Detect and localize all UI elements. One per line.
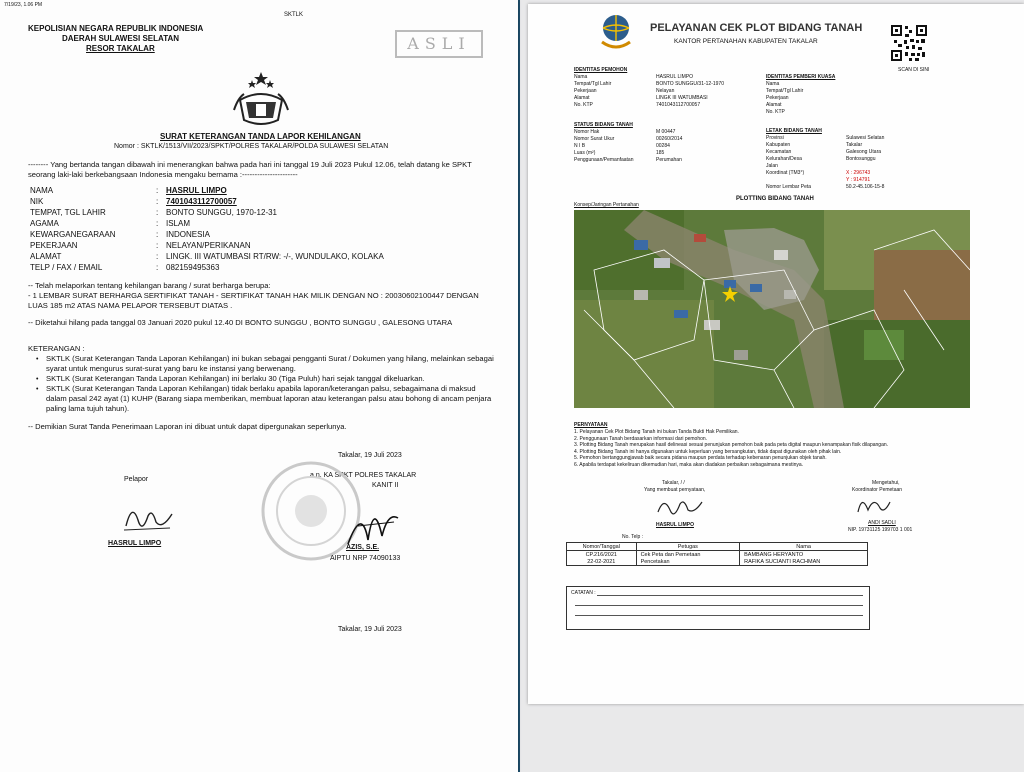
- field-label-pekerjaan: PEKERJAAN: [30, 241, 78, 250]
- coordinator-signature: [852, 492, 892, 520]
- pernyataan-item: 5. Pemohon bertanggungjawab baik secara pidana maupun perdata terhadap kebenaran penunjukan objek tanah.: [574, 455, 827, 461]
- pernyataan-item: 3. Plotting Bidang Tanah merupakan hasil delineasi sesuai penunjukan pemohon baik pada peta digital maupun kenampakan fisik dilapangan.: [574, 442, 889, 448]
- field-label-alamat: ALAMAT: [30, 252, 62, 261]
- table-cell: Cek Peta dan Pemetaan: [636, 551, 740, 559]
- letak-label: Kelurahan/Desa: [766, 156, 802, 162]
- police-emblem-icon: [230, 70, 292, 130]
- keterangan-item-3: SKTLK (Surat Keterangan Tanda Laporan Kehilangan) tidak berlaku apabila laporan/keterangan palsu, sebagaimana di maksud dalam pasal 242 ayat (1) KUHP (Barang siapa memberikan, membuat laporan atau keterangan palsu atau bohong di ancam penjara paling lama tujuh tahun).: [46, 384, 492, 413]
- letak-value: X : 296743: [846, 170, 871, 176]
- kuasa-label: Tempat/Tgl Lahir: [766, 88, 804, 94]
- identitas-label: No. KTP: [574, 102, 593, 108]
- bullet-icon: •: [36, 386, 39, 393]
- colon: :: [156, 252, 159, 261]
- field-value-alamat: LINGK. III WATUMBASI RT/RW: -/-, WUNDULAKO, KOLAKA: [166, 252, 384, 261]
- colon: :: [156, 208, 159, 217]
- pernyataan-item: 1. Pelayanan Cek Plot Bidang Tanah ini bukan Tanda Bukti Hak Pemilikan.: [574, 429, 739, 435]
- letak-value: Y : 914791: [846, 177, 871, 183]
- letak-labels: [766, 135, 811, 191]
- document-number: Nomor : SKTLK/1513/VII/2023/SPKT/POLRES TAKALAR/POLDA SULAWESI SELATAN: [114, 143, 389, 150]
- identitas-value: BONTO SUNGGU/31-12-1970: [656, 81, 724, 87]
- colon: :: [156, 197, 159, 206]
- letak-value: Sulawesi Selatan: [846, 135, 885, 141]
- identitas-labels: [574, 74, 611, 109]
- status-values: [656, 129, 682, 164]
- identitas-title: IDENTITAS PEMOHON: [574, 67, 628, 73]
- status-value: 185: [656, 150, 665, 156]
- letak-label: Kabupaten: [766, 142, 791, 148]
- qr-caption: SCAN DI SINI: [898, 67, 930, 73]
- colon: :: [156, 186, 159, 195]
- table-cell: RAFIKA SUCIANTI RACHMAN: [740, 558, 868, 566]
- field-label-agama: AGAMA: [30, 219, 59, 228]
- field-label-ttl: TEMPAT, TGL LAHIR: [30, 208, 106, 217]
- top-code: SKTLK: [284, 12, 304, 18]
- field-value-kewarganegaraan: INDONESIA: [166, 230, 211, 239]
- catatan-label: CATATAN :: [571, 590, 596, 596]
- field-value-nama: HASRUL LIMPO: [166, 186, 227, 195]
- field-label-kewarganegaraan: KEWARGANEGARAAN: [30, 230, 116, 239]
- officer-name: AZIS, S.E.: [346, 544, 380, 551]
- status-label: N I B: [574, 143, 586, 149]
- bullet-icon: •: [36, 376, 39, 383]
- field-value-pekerjaan: NELAYAN/PERIKANAN: [166, 241, 251, 250]
- letak-value: Galesong Utara: [846, 149, 882, 155]
- identitas-values: [656, 74, 724, 109]
- asli-stamp: ASLI: [395, 30, 483, 58]
- letak-label: Koordinat (TM3°): [766, 170, 805, 176]
- kuasa-label: No. KTP: [766, 109, 785, 115]
- colon: :: [156, 263, 159, 272]
- plotting-title: PLOTTING BIDANG TANAH: [736, 196, 814, 202]
- lost-item-description: - 1 LEMBAR SURAT BERHARGA SERTIFIKAT TANAH - SERTIFIKAT TANAH HAK MILIK DENGAN NO : 20030602100447 DENGAN LUAS 185 m2 ATAS NAMA PELAPOR TERSEBUT DIATAS .: [28, 291, 479, 310]
- letak-label: Jalan: [766, 163, 778, 169]
- table-cell: BAMBANG HERYANTO: [740, 551, 868, 559]
- intro-paragraph: -------- Yang bertanda tangan dibawah ini menerangkan bahwa pada hari ini tanggal 19 Juli 2023 Pukul 12.06, telah datang ke SPKT seorang laki-laki berkebangsaan Indonesia mengaku bernama :----------------------: [28, 160, 472, 179]
- pelapor-signature: [118, 500, 178, 538]
- letak-value: 50.2-45.106-15-8: [846, 184, 885, 190]
- colon: :: [156, 219, 159, 228]
- applicant-name: HASRUL LIMPO: [656, 522, 694, 528]
- letak-values: [846, 135, 884, 191]
- officer-nrp: AIPTU NRP 74090133: [330, 555, 401, 562]
- catatan-line: [575, 615, 863, 616]
- kuasa-label: Alamat: [766, 102, 782, 108]
- catatan-line: [597, 595, 863, 596]
- timestamp: 7/19/23, 1.06 PM: [4, 2, 43, 8]
- pernyataan-item: 4. Plotting Bidang Tanah ini hanya digunakan untuk keperluan yang bersangkutan, tidak dapat digunakan oleh pihak lain.: [574, 448, 842, 455]
- table-row: [567, 558, 868, 566]
- ka-spkt-label: a.n. KA SPKT POLRES TAKALAR: [310, 472, 417, 479]
- konsep-label: Konsep/Jaringan Pertanahan: [574, 202, 639, 208]
- identitas-value: HASRUL LIMPO: [656, 74, 694, 80]
- table-cell: 22-02-2021: [587, 558, 616, 565]
- header-line-1: KEPOLISIAN NEGARA REPUBLIK INDONESIA: [28, 24, 204, 33]
- colon: :: [156, 230, 159, 239]
- table-header-row: [567, 543, 868, 551]
- field-label-nama: NAMA: [30, 186, 54, 195]
- lost-date-paragraph: -- Diketahui hilang pada tanggal 03 Januari 2020 pukul 12.40 DI BONTO SUNGGU , BONTO SUNGGU , GALESONG UTARA: [28, 318, 453, 327]
- kuasa-labels: [766, 81, 803, 116]
- plot-map-image: [574, 210, 970, 408]
- letak-value: [846, 163, 884, 170]
- status-label: Luas (m²): [574, 150, 596, 156]
- catatan-box: [566, 586, 870, 630]
- letak-label: Provinsi: [766, 135, 784, 141]
- no-telp-label: No. Telp :: [622, 534, 644, 540]
- header-line-3: RESOR TAKALAR: [86, 44, 155, 53]
- field-label-nik: NIK: [30, 197, 44, 206]
- pelapor-label: Pelapor: [124, 476, 149, 483]
- lost-item-intro: -- Telah melaporkan tentang kehilangan barang / surat berharga berupa:: [28, 281, 271, 290]
- document-title: SURAT KETERANGAN TANDA LAPOR KEHILANGAN: [160, 132, 361, 141]
- kuasa-title: IDENTITAS PEMBERI KUASA: [766, 74, 836, 80]
- applicant-signature: [654, 494, 704, 520]
- table-row: [567, 551, 868, 559]
- petugas-table: [566, 542, 868, 566]
- identitas-label: Tempat/Tgl Lahir: [574, 81, 612, 87]
- status-label: Penggunaan/Pemanfaatan: [574, 157, 634, 163]
- identitas-label: Pekerjaan: [574, 88, 597, 94]
- letak-value: Takalar: [846, 142, 863, 148]
- pernyataan-list: [574, 429, 888, 468]
- yang-membuat-label: Yang membuat pernyataan,: [644, 487, 706, 493]
- keterangan-title: KETERANGAN :: [28, 344, 85, 353]
- qr-code-icon: [890, 24, 928, 62]
- kanit-label: KANIT II: [372, 482, 399, 489]
- coordinator-name: ANDI SADLI: [868, 520, 896, 526]
- takalar-date: Takalar, / /: [662, 480, 685, 486]
- colon: :: [156, 241, 159, 250]
- field-value-agama: ISLAM: [166, 219, 191, 228]
- status-value: 00284: [656, 143, 670, 149]
- land-plot-document: [528, 4, 1024, 704]
- pernyataan-title: PERNYATAAN: [574, 422, 608, 428]
- koordinator-label: Koordinator Pemetaan: [852, 487, 903, 493]
- identitas-value: LINGK III WATUMBASI: [656, 95, 708, 101]
- closing-paragraph: -- Demikian Surat Tanda Penerimaan Laporan ini dibuat untuk dapat dipergunakan seperlunya.: [28, 422, 347, 431]
- kuasa-label: Nama: [766, 81, 780, 87]
- catatan-line: [575, 605, 863, 606]
- field-value-ttl: BONTO SUNGGU, 1970-12-31: [166, 208, 278, 217]
- identitas-label: Alamat: [574, 95, 590, 101]
- table-header: Nama: [740, 543, 868, 551]
- letak-label: Kecamatan: [766, 149, 792, 155]
- status-value: Perumahan: [656, 157, 682, 163]
- identitas-value: Nelayan: [656, 88, 675, 94]
- bpn-logo-icon: [598, 12, 634, 50]
- coordinator-nip: NIP. 19731125 199703 1 001: [848, 527, 913, 533]
- letak-label: [766, 177, 811, 184]
- bullet-icon: •: [36, 356, 39, 363]
- table-header: Petugas: [636, 543, 740, 551]
- status-value: 00260/2014: [656, 136, 683, 142]
- pernyataan-item: 6. Apabila terdapat kekeliruan dikemudian hari, maka akan diadakan perbaikan sebagaimana mestinya.: [574, 461, 804, 468]
- table-header: Nomor/Tanggal: [567, 543, 637, 551]
- field-label-telp: TELP / FAX / EMAIL: [30, 263, 103, 272]
- status-title: STATUS BIDANG TANAH: [574, 122, 633, 128]
- letak-label: Nomor Lembar Peta: [766, 184, 812, 190]
- table-cell: Pencetakan: [636, 558, 740, 566]
- identitas-value: 7401043112700057: [656, 102, 701, 108]
- status-label: Nomor Surat Ukur: [574, 136, 615, 142]
- field-value-telp: 082159495363: [166, 263, 220, 272]
- status-label: Nomor Hak: [574, 129, 600, 135]
- identitas-label: Nama: [574, 74, 588, 80]
- letak-title: LETAK BIDANG TANAH: [766, 128, 822, 134]
- pelapor-name: HASRUL LIMPO: [108, 540, 162, 547]
- status-labels: [574, 129, 634, 164]
- pernyataan-item: 2. Penggunaan Tanah berdasarkan informasi dari pemohon.: [574, 435, 708, 442]
- status-value: M 00447: [656, 129, 676, 135]
- plot-title: PELAYANAN CEK PLOT BIDANG TANAH: [650, 22, 863, 34]
- signature-date-top: Takalar, 19 Juli 2023: [338, 452, 402, 459]
- signature-date-bottom: Takalar, 19 Juli 2023: [338, 626, 402, 633]
- keterangan-item-2: SKTLK (Surat Keterangan Tanda Laporan Kehilangan) ini berlaku 30 (Tiga Puluh) hari sejak tanggal dikeluarkan.: [46, 374, 425, 383]
- plot-subtitle: KANTOR PERTANAHAN KABUPATEN TAKALAR: [674, 38, 818, 45]
- keterangan-item-1: SKTLK (Surat Keterangan Tanda Laporan Kehilangan) ini bukan sebagai pengganti Surat / Dokumen yang hilang, melainkan sebagai syarat untuk mengurus surat-surat yang baru ke instansi yang berwenang.: [46, 354, 494, 373]
- header-line-2: DAERAH SULAWESI SELATAN: [62, 34, 180, 43]
- table-cell: CP.216/2021: [585, 551, 617, 558]
- mengetahui-label: Mengetahui,: [872, 480, 900, 486]
- field-value-nik: 7401043112700057: [166, 197, 237, 206]
- kuasa-label: Pekerjaan: [766, 95, 789, 101]
- letak-value: Bontosunggu: [846, 156, 876, 162]
